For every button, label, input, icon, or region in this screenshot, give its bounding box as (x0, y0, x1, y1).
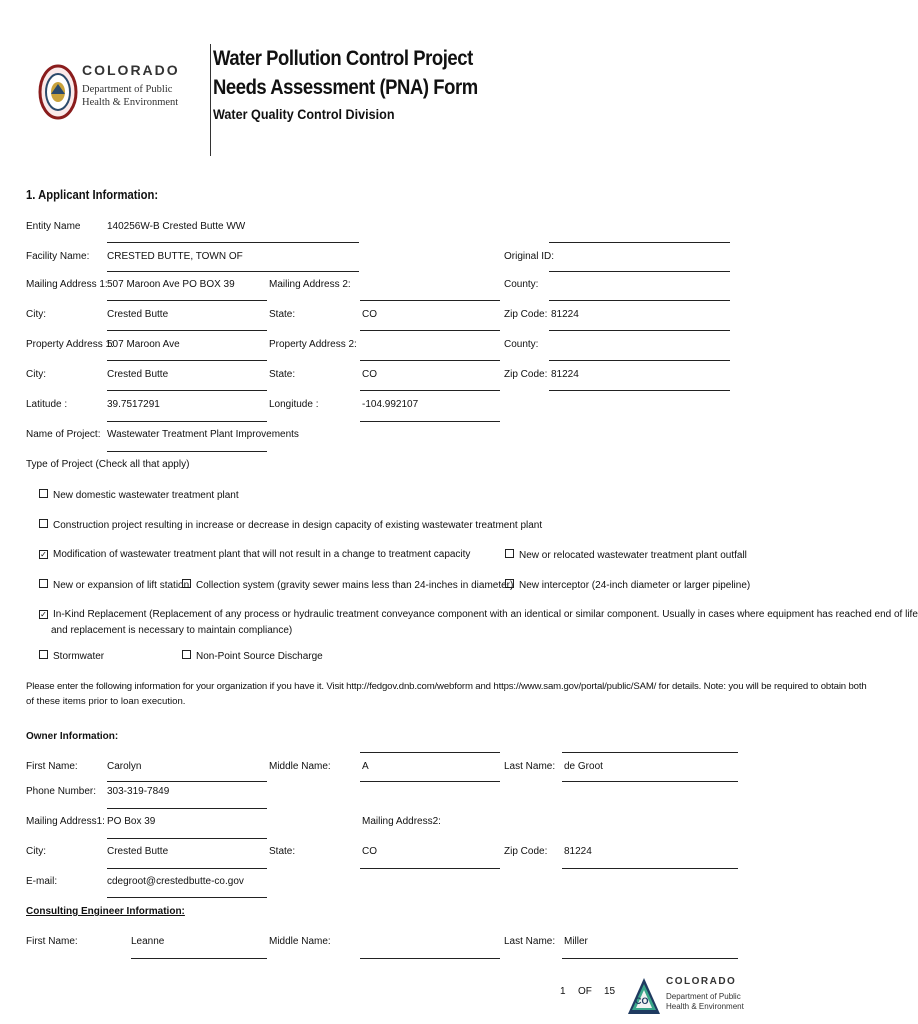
type-construction-capacity-checkbox[interactable] (39, 519, 48, 528)
state2-field[interactable]: CO (362, 369, 377, 380)
type-in-kind-label-line2: and replacement is necessary to maintain compliance) (51, 625, 293, 636)
latitude-underline (107, 421, 267, 422)
owner-zip-underline (562, 868, 738, 869)
city-label: City: (26, 309, 46, 320)
owner-state-label: State: (269, 846, 296, 857)
latitude-label: Latitude : (26, 399, 68, 410)
type-interceptor-checkbox[interactable] (505, 579, 514, 588)
type-outfall[interactable] (505, 549, 747, 561)
owner-first-label: First Name: (26, 761, 78, 772)
entity-name-field[interactable]: 140256W-B Crested Butte WW (107, 221, 246, 232)
owner-mail2-label: Mailing Address2: (362, 816, 441, 827)
page-title-line2: Needs Assessment (PNA) Form (213, 76, 478, 99)
type-nonpoint-label: Non-Point Source Discharge (196, 651, 323, 662)
owner-mail1-label: Mailing Address1: (26, 816, 105, 827)
type-construction-capacity-label: Construction project resulting in increase or decrease in design capacity of existing wastewater treatment plant (53, 520, 543, 531)
entity-name-label: Entity Name (26, 221, 81, 232)
owner-phone-underline (107, 808, 267, 809)
type-in-kind-checkbox[interactable]: ✓ (40, 610, 47, 619)
footer-badge: CO (635, 996, 649, 1006)
facility-name-label: Facility Name: (26, 251, 90, 262)
page-number: 1 (560, 986, 566, 997)
type-in-kind-label-line1: In-Kind Replacement (Replacement of any process or hydraulic treatment conveyance component with an identical or similar component. Usually in cases where equipment has reached end of life (53, 609, 918, 620)
owner-middle-label: Middle Name: (269, 761, 331, 772)
city2-field[interactable]: Crested Butte (107, 369, 169, 380)
footer-logo-colorado: COLORADO (666, 976, 737, 987)
type-in-kind-replacement[interactable] (39, 609, 918, 620)
type-modification[interactable] (39, 549, 470, 560)
owner-email-underline (107, 897, 267, 898)
type-outfall-label: New or relocated wastewater treatment plant outfall (519, 550, 747, 561)
engineer-last-label: Last Name: (504, 936, 556, 947)
owner-email-label: E-mail: (26, 876, 58, 887)
page-subtitle: Water Quality Control Division (213, 106, 395, 122)
section-applicant-title: 1. Applicant Information: (26, 188, 159, 202)
zip-label: Zip Code: (504, 309, 548, 320)
header-logo (38, 62, 178, 128)
city2-label: City: (26, 369, 46, 380)
state2-label: State: (269, 369, 296, 380)
type-interceptor[interactable] (505, 579, 750, 591)
type-nonpoint[interactable] (182, 650, 323, 662)
property1-field[interactable]: 507 Maroon Ave (107, 339, 180, 350)
longitude-underline (360, 421, 500, 422)
engineer-first-underline (131, 958, 267, 959)
project-type-label: Type of Project (Check all that apply) (26, 459, 190, 470)
owner-city-label: City: (26, 846, 46, 857)
project-name-label: Name of Project: (26, 429, 101, 440)
type-modification-checkbox[interactable]: ✓ (40, 550, 47, 559)
owner-top-line-middle (360, 752, 500, 753)
owner-top-line-last (562, 752, 738, 753)
owner-zip-label: Zip Code: (504, 846, 548, 857)
note-line2: of these items prior to loan execution. (26, 696, 186, 707)
mailing1-underline (107, 300, 267, 301)
owner-email-field[interactable]: cdegroot@crestedbutte-co.gov (107, 876, 244, 887)
owner-city-field[interactable]: Crested Butte (107, 846, 169, 857)
property2-underline (360, 360, 500, 361)
owner-last-field[interactable]: de Groot (564, 761, 603, 772)
original-id-label: Original ID: (504, 251, 555, 262)
entity-name-underline (107, 242, 359, 243)
engineer-first-field[interactable]: Leanne (131, 936, 165, 947)
logo-colorado: COLORADO (82, 62, 180, 78)
property1-label: Property Address 1: (26, 339, 114, 350)
type-stormwater-checkbox[interactable] (39, 650, 48, 659)
county2-underline (549, 360, 730, 361)
state-label: State: (269, 309, 296, 320)
type-stormwater-label: Stormwater (53, 651, 105, 662)
state-underline (360, 330, 500, 331)
type-construction-capacity[interactable] (39, 519, 542, 531)
engineer-last-field[interactable]: Miller (564, 936, 588, 947)
type-stormwater[interactable] (39, 650, 104, 662)
page-of: OF (578, 986, 592, 997)
latitude-field[interactable]: 39.7517291 (107, 399, 160, 410)
zip2-label: Zip Code: (504, 369, 548, 380)
longitude-label: Longitude : (269, 399, 319, 410)
owner-zip-field[interactable]: 81224 (564, 846, 592, 857)
owner-first-field[interactable]: Carolyn (107, 761, 142, 772)
owner-middle-underline (360, 781, 500, 782)
owner-phone-label: Phone Number: (26, 786, 97, 797)
facility-underline (107, 271, 359, 272)
type-modification-label: Modification of wastewater treatment plant that will not result in a change to treatment capacity (53, 549, 471, 560)
logo-dept-line1: Department of Public (82, 84, 173, 95)
mailing1-label: Mailing Address 1: (26, 279, 108, 290)
county2-label: County: (504, 339, 539, 350)
owner-first-underline (107, 781, 267, 782)
note-line1: Please enter the following information for your organization if you have it. Visit http://fedgov.dnb.com/webform and https://www.sam.gov/portal/public/SAM/ for details. Note: you will be required to obtain both (26, 681, 867, 692)
county-underline (549, 300, 730, 301)
zip2-underline (549, 390, 730, 391)
mailing2-label: Mailing Address 2: (269, 279, 351, 290)
city-underline (107, 330, 267, 331)
type-lift-station-checkbox[interactable] (39, 579, 48, 588)
mailing1-field[interactable]: 507 Maroon Ave PO BOX 39 (107, 279, 235, 290)
header-divider (210, 44, 211, 156)
type-nonpoint-checkbox[interactable] (182, 650, 191, 659)
owner-phone-field[interactable]: 303-319-7849 (107, 786, 170, 797)
type-collection-system[interactable] (182, 579, 513, 591)
type-collection-system-label: Collection system (gravity sewer mains less than 24-inches in diameter) (196, 580, 514, 591)
engineer-first-label: First Name: (26, 936, 78, 947)
owner-state-underline (360, 868, 500, 869)
longitude-field[interactable]: -104.992107 (362, 399, 419, 410)
footer-logo-dept2: Health & Environment (666, 1002, 744, 1011)
zip2-field[interactable]: 81224 (551, 369, 579, 380)
page-total: 15 (604, 986, 616, 997)
mailing2-underline (360, 300, 500, 301)
footer-logo-dept1: Department of Public (666, 992, 741, 1001)
city2-underline (107, 390, 267, 391)
zip-field[interactable]: 81224 (551, 309, 579, 320)
project-name-field[interactable]: Wastewater Treatment Plant Improvements (107, 429, 299, 440)
state2-underline (360, 390, 500, 391)
project-name-underline (107, 451, 267, 452)
type-new-domestic[interactable] (39, 489, 239, 501)
page-title-line1: Water Pollution Control Project (213, 47, 473, 70)
owner-section-title: Owner Information: (26, 731, 119, 742)
original-id-top-line (549, 242, 730, 243)
state-field[interactable]: CO (362, 309, 377, 320)
owner-mail1-field[interactable]: PO Box 39 (107, 816, 156, 827)
property2-label: Property Address 2: (269, 339, 357, 350)
owner-last-label: Last Name: (504, 761, 556, 772)
facility-name-field[interactable]: CRESTED BUTTE, TOWN OF (107, 251, 243, 262)
owner-mail1-underline (107, 838, 267, 839)
type-interceptor-label: New interceptor (24-inch diameter or larger pipeline) (519, 580, 751, 591)
type-outfall-checkbox[interactable] (505, 549, 514, 558)
engineer-middle-underline (360, 958, 500, 959)
type-collection-system-checkbox[interactable] (182, 579, 191, 588)
owner-middle-field[interactable]: A (362, 761, 369, 772)
owner-last-underline (562, 781, 738, 782)
property1-underline (107, 360, 267, 361)
owner-state-field[interactable]: CO (362, 846, 377, 857)
footer-logo (626, 974, 744, 1018)
engineer-section-title: Consulting Engineer Information: (26, 906, 185, 917)
original-id-underline (549, 271, 730, 272)
type-new-domestic-checkbox[interactable] (39, 489, 48, 498)
logo-dept-line2: Health & Environment (82, 97, 179, 108)
type-lift-station-label: New or expansion of lift station (53, 580, 190, 591)
city-field[interactable]: Crested Butte (107, 309, 169, 320)
engineer-last-underline (562, 958, 738, 959)
owner-city-underline (107, 868, 267, 869)
type-new-domestic-label: New domestic wastewater treatment plant (53, 490, 239, 501)
zip-underline (549, 330, 730, 331)
county-label: County: (504, 279, 539, 290)
engineer-middle-label: Middle Name: (269, 936, 331, 947)
colorado-seal-icon (38, 64, 78, 120)
type-lift-station[interactable] (39, 579, 189, 591)
